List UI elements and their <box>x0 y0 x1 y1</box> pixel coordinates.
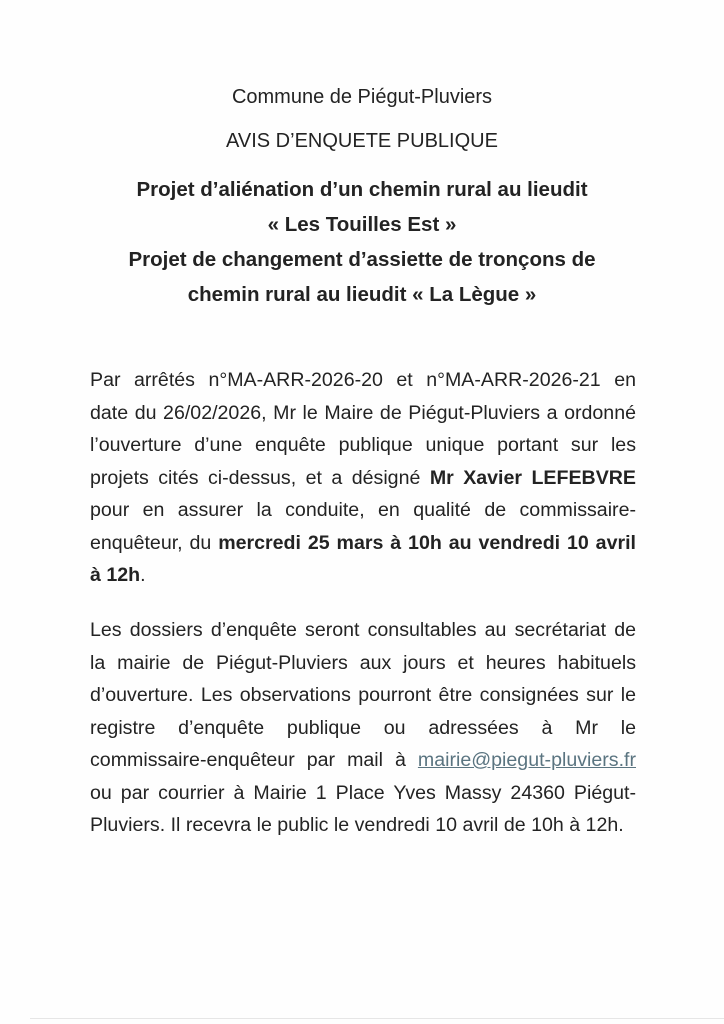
heading-line-4: chemin rural au lieudit « La Lègue » <box>187 283 537 306</box>
inquiry-period: mercredi 25 mars à 10h au vendredi 10 avril à 12h <box>90 531 636 586</box>
paragraph-decree <box>90 364 636 592</box>
consultation-end: ou par courrier à Mairie 1 Place Yves Massy 24360 Piégut-Pluviers. Il recevra le public le vendredi 10 avril de 10h à 12h. <box>90 781 636 836</box>
commune-name: Commune de Piégut-Pluviers <box>231 86 493 108</box>
commissioner-name: Mr Xavier LEFEBVRE <box>429 466 636 489</box>
decree-intro: Par arrêtés n°MA-ARR-2026-20 et n°MA-ARR-2026-21 en date du 26/02/2026, Mr le Maire de Piégut-Pluviers a ordonné l’ouverture d’une enquête publique unique portant sur les projets cités ci-dessus, et a désigné <box>90 369 636 489</box>
notice-title: AVIS D’ENQUETE PUBLIQUE <box>226 130 498 152</box>
heading-line-2: « Les Touilles Est » <box>267 213 457 236</box>
decree-end: . <box>140 564 146 586</box>
consultation-intro: Les dossiers d’enquête seront consultables au secrétariat de la mairie de Piégut-Pluviers aux jours et heures habituels d’ouverture. Les observations pourront être consignées sur le registre d’enquête publique ou adressées à Mr le commissaire-enquêteur par mail à <box>90 619 636 771</box>
project-headings <box>0 172 724 312</box>
email-link[interactable]: mairie@piegut-pluviers.fr <box>417 749 636 771</box>
decree-middle: pour en assurer la conduite, en qualité de commissaire-enquêteur, du <box>90 499 636 554</box>
heading-line-1: Projet d’aliénation d’un chemin rural au lieudit <box>136 178 588 201</box>
paragraph-consultation <box>90 614 636 842</box>
heading-line-3: Projet de changement d’assiette de tronçons de <box>128 248 596 271</box>
page-edge-line <box>30 1018 724 1019</box>
